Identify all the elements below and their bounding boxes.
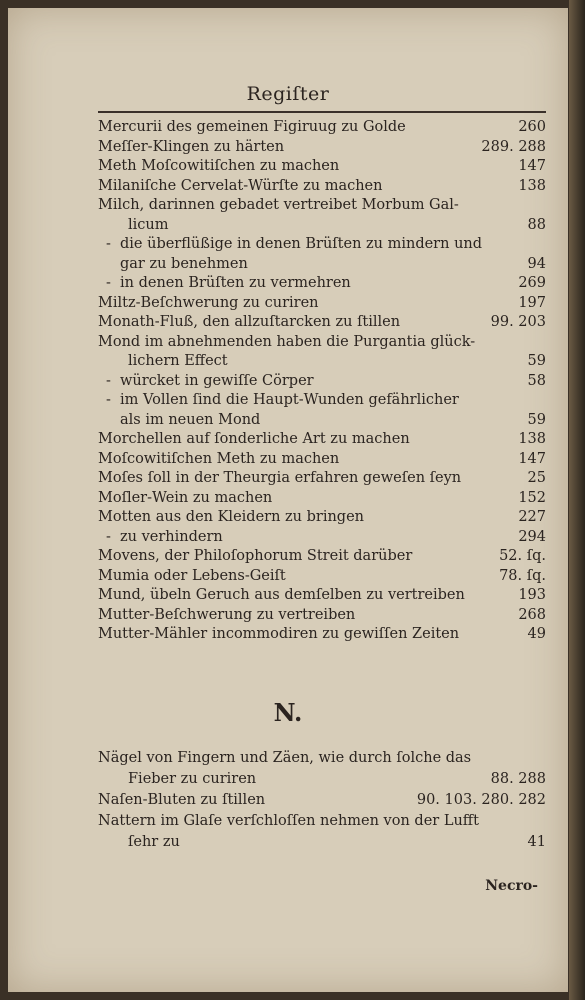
book-spine-shadow	[569, 0, 585, 1000]
entry-page: 268	[518, 606, 546, 623]
entry-page: 197	[518, 294, 546, 311]
entry-text: Meth Moſcowitiſchen zu machen	[98, 158, 340, 174]
entry-page: 58	[527, 372, 546, 389]
index-entry	[98, 333, 546, 353]
book-page	[8, 8, 568, 992]
index-entry	[98, 508, 546, 528]
index-entry	[98, 586, 546, 606]
entry-text: Moſes ſoll in der Theurgia erfahren geweſen ſeyn	[98, 470, 462, 486]
entry-text: licum	[128, 216, 169, 233]
entry-text: Moſcowitiſchen Meth zu machen	[98, 450, 340, 467]
entry-text: Fieber zu curiren	[128, 771, 257, 787]
entry-text: Milch, darinnen gebadet vertreibet Morbum Gal-	[98, 197, 459, 213]
continuation-dash: -	[106, 528, 111, 545]
index-entry	[98, 469, 546, 489]
entry-page: 193	[518, 587, 546, 603]
entry-page: 94	[527, 255, 546, 272]
index-entry	[98, 489, 546, 509]
entry-page: 147	[518, 450, 546, 467]
header-rule	[98, 111, 546, 113]
index-entry	[98, 528, 546, 548]
index-entry	[98, 352, 546, 372]
entry-page: 269	[518, 275, 546, 291]
entry-page: 88	[527, 216, 546, 233]
index-entry	[98, 118, 546, 138]
entry-text: Moſler‑Wein zu machen	[98, 489, 273, 506]
index-entry	[98, 790, 546, 811]
entry-page: 41	[527, 834, 546, 850]
index-section-n	[98, 748, 546, 853]
entry-page: 260	[518, 119, 546, 135]
index-entry	[98, 769, 546, 790]
entry-text: Meſſer‑Klingen zu härten	[98, 138, 285, 155]
continuation-dash: -	[106, 275, 111, 291]
entry-text: Mutter‑Beſchwerung zu vertreiben	[98, 606, 356, 623]
index-entry	[98, 547, 546, 567]
index-entry	[98, 138, 546, 158]
index-entry	[98, 255, 546, 275]
index-entry	[98, 177, 546, 197]
entry-page: 99. 203	[490, 314, 546, 330]
entry-text: Mund, übeln Geruch aus demſelben zu vertreiben	[98, 587, 465, 603]
entry-page: 138	[518, 431, 546, 447]
index-entry	[98, 606, 546, 626]
index-section-m	[98, 118, 546, 645]
entry-text: Morchellen auf ſonderliche Art zu machen	[98, 431, 410, 447]
entry-text: im Vollen ſind die Haupt‑Wunden gefährlicher	[120, 392, 459, 408]
entry-page: 49	[527, 626, 546, 642]
entry-page: 88. 288	[490, 771, 546, 787]
index-entry	[98, 391, 546, 411]
entry-text: die überflüßige in denen Brüſten zu mindern und	[120, 236, 483, 252]
index-entry	[98, 196, 546, 216]
entry-text: Miltz‑Beſchwerung zu curiren	[98, 294, 319, 311]
entry-text: Motten aus den Kleidern zu bringen	[98, 509, 365, 525]
entry-text: Mutter‑Mähler incommodiren zu gewiſſen Zeiten	[98, 626, 460, 642]
entry-text: Monath‑Fluß, den allzuſtarcken zu ſtillen	[98, 314, 401, 330]
index-entry	[98, 157, 546, 177]
entry-page: 25	[527, 470, 546, 486]
running-header: Regiſter	[246, 83, 330, 105]
entry-page: 52. ſq.	[499, 548, 546, 564]
index-entry	[98, 313, 546, 333]
continuation-dash: -	[106, 236, 111, 252]
entry-text: zu verhindern	[120, 528, 223, 545]
index-entry	[98, 832, 546, 853]
continuation-dash: -	[106, 372, 111, 389]
index-entry	[98, 411, 546, 431]
entry-page: 90. 103. 280. 282	[416, 792, 546, 808]
index-entry	[98, 372, 546, 392]
entry-text: Nägel von Fingern und Zäen, wie durch ſolche das	[98, 750, 472, 766]
entry-page: 59	[527, 353, 546, 369]
entry-text: Naſen‑Bluten zu ſtillen	[98, 792, 266, 808]
entry-text: Movens, der Philoſophorum Streit darüber	[98, 548, 413, 564]
section-heading: N.	[273, 698, 303, 727]
entry-page: 294	[518, 528, 546, 545]
entry-page: 78. ſq.	[499, 567, 546, 584]
index-entry	[98, 748, 546, 769]
entry-page: 138	[518, 177, 546, 194]
index-entry	[98, 450, 546, 470]
entry-text: als im neuen Mond	[120, 411, 261, 428]
continuation-dash: -	[106, 392, 111, 408]
entry-text: Mumia oder Lebens‑Geiſt	[98, 567, 286, 584]
entry-text: lichern Effect	[128, 353, 228, 369]
entry-page: 152	[518, 489, 546, 506]
index-entry	[98, 235, 546, 255]
entry-text: Nattern im Glaſe verſchloſſen nehmen von der Lufft	[98, 813, 479, 829]
entry-page: 59	[527, 411, 546, 428]
entry-text: in denen Brüſten zu vermehren	[120, 275, 351, 291]
entry-text: Mond im abnehmenden haben die Purgantia glück-	[98, 333, 476, 350]
entry-page: 289. 288	[481, 138, 546, 155]
index-entry	[98, 274, 546, 294]
entry-page: 227	[518, 509, 546, 525]
entry-text: ſehr zu	[128, 834, 180, 850]
index-entry	[98, 567, 546, 587]
index-entry	[98, 625, 546, 645]
catchword: Necro-	[485, 878, 538, 894]
index-entry	[98, 294, 546, 314]
entry-text: Mercurii des gemeinen Figiruug zu Golde	[98, 119, 406, 135]
entry-text: würcket in gewiſſe Cörper	[120, 372, 314, 389]
entry-text: gar zu benehmen	[120, 255, 248, 272]
entry-page: 147	[518, 158, 546, 174]
entry-text: Milaniſche Cervelat‑Würſte zu machen	[98, 177, 383, 194]
index-entry	[98, 811, 546, 832]
index-entry	[98, 216, 546, 236]
index-entry	[98, 430, 546, 450]
